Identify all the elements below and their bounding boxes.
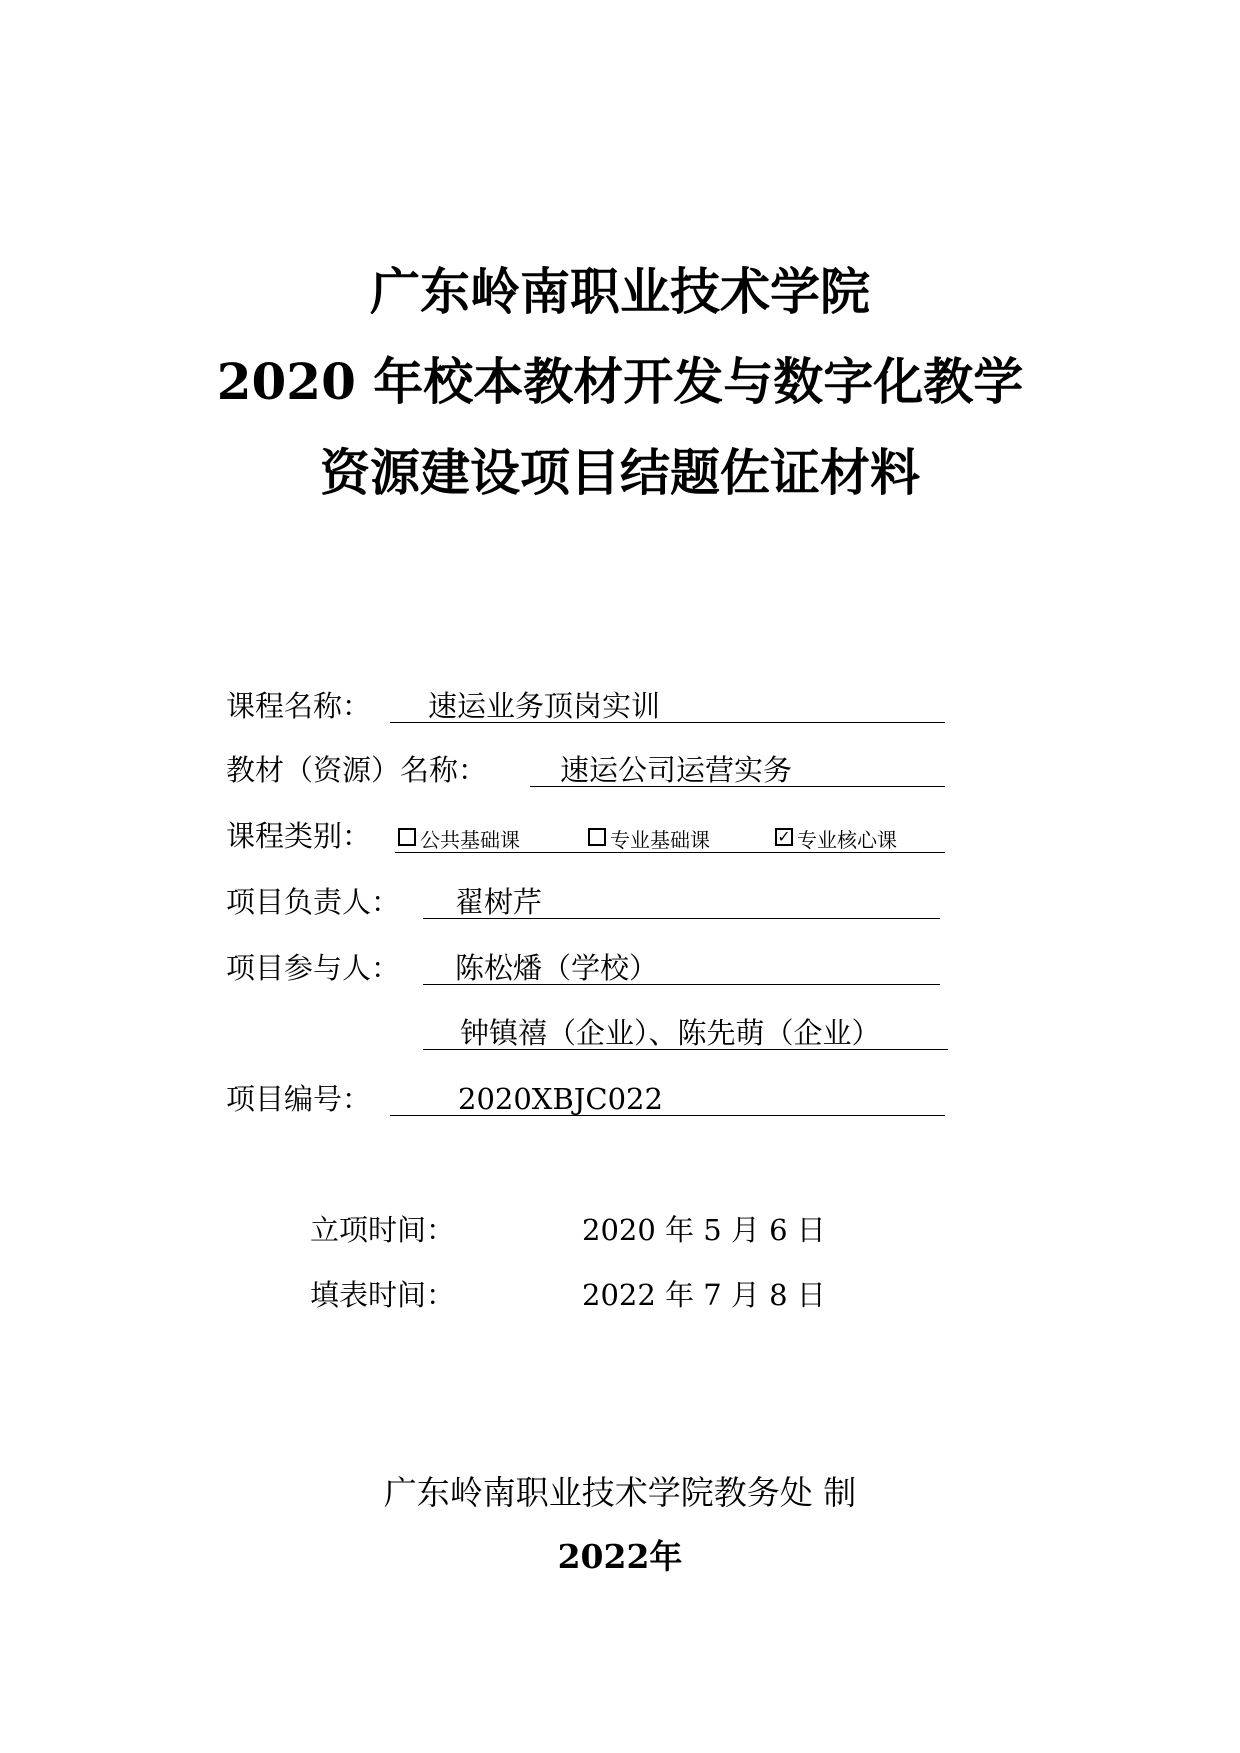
category-option-professional-core: 专业核心课: [797, 828, 897, 852]
textbook-name-value: 速运公司运营实务: [560, 753, 793, 787]
checkbox-public-basic: [398, 828, 416, 846]
title-line-3: 资源建设项目结题佐证材料: [320, 443, 920, 502]
category-option-public-basic: 公共基础课: [420, 828, 520, 852]
title-line-2: 2020 年校本教材开发与数字化教学: [216, 352, 1024, 411]
course-name-value: 速运业务顶岗实训: [428, 689, 661, 723]
project-lead-label: 项目负责人：: [226, 885, 401, 919]
participants-value-2: 钟镇禧（企业）、陈先萌（企业）: [460, 1016, 881, 1050]
course-category-label: 课程类别：: [226, 819, 372, 853]
course-name-label: 课程名称：: [226, 689, 372, 723]
participants-value-1: 陈松燔（学校）: [455, 951, 659, 985]
footer-issuer: 广东岭南职业技术学院教务处 制: [383, 1473, 857, 1512]
checkbox-professional-basic: [588, 828, 606, 846]
project-lead-value: 翟树芹: [455, 885, 543, 919]
start-date-value: 2020 年 5 月 6 日: [582, 1213, 826, 1247]
category-option-professional-basic: 专业基础课: [610, 828, 710, 852]
textbook-name-label: 教材（资源）名称：: [226, 753, 488, 787]
footer-year: 2022年: [557, 1537, 683, 1576]
title-line-1: 广东岭南职业技术学院: [370, 262, 870, 321]
checkbox-professional-core: ✓: [775, 828, 793, 846]
filled-date-label: 填表时间：: [310, 1278, 456, 1312]
project-number-label: 项目编号：: [226, 1082, 372, 1116]
project-number-value: 2020XBJC022: [458, 1082, 663, 1116]
start-date-label: 立项时间：: [310, 1213, 456, 1247]
filled-date-value: 2022 年 7 月 8 日: [582, 1278, 826, 1312]
participants-label: 项目参与人：: [226, 951, 401, 985]
